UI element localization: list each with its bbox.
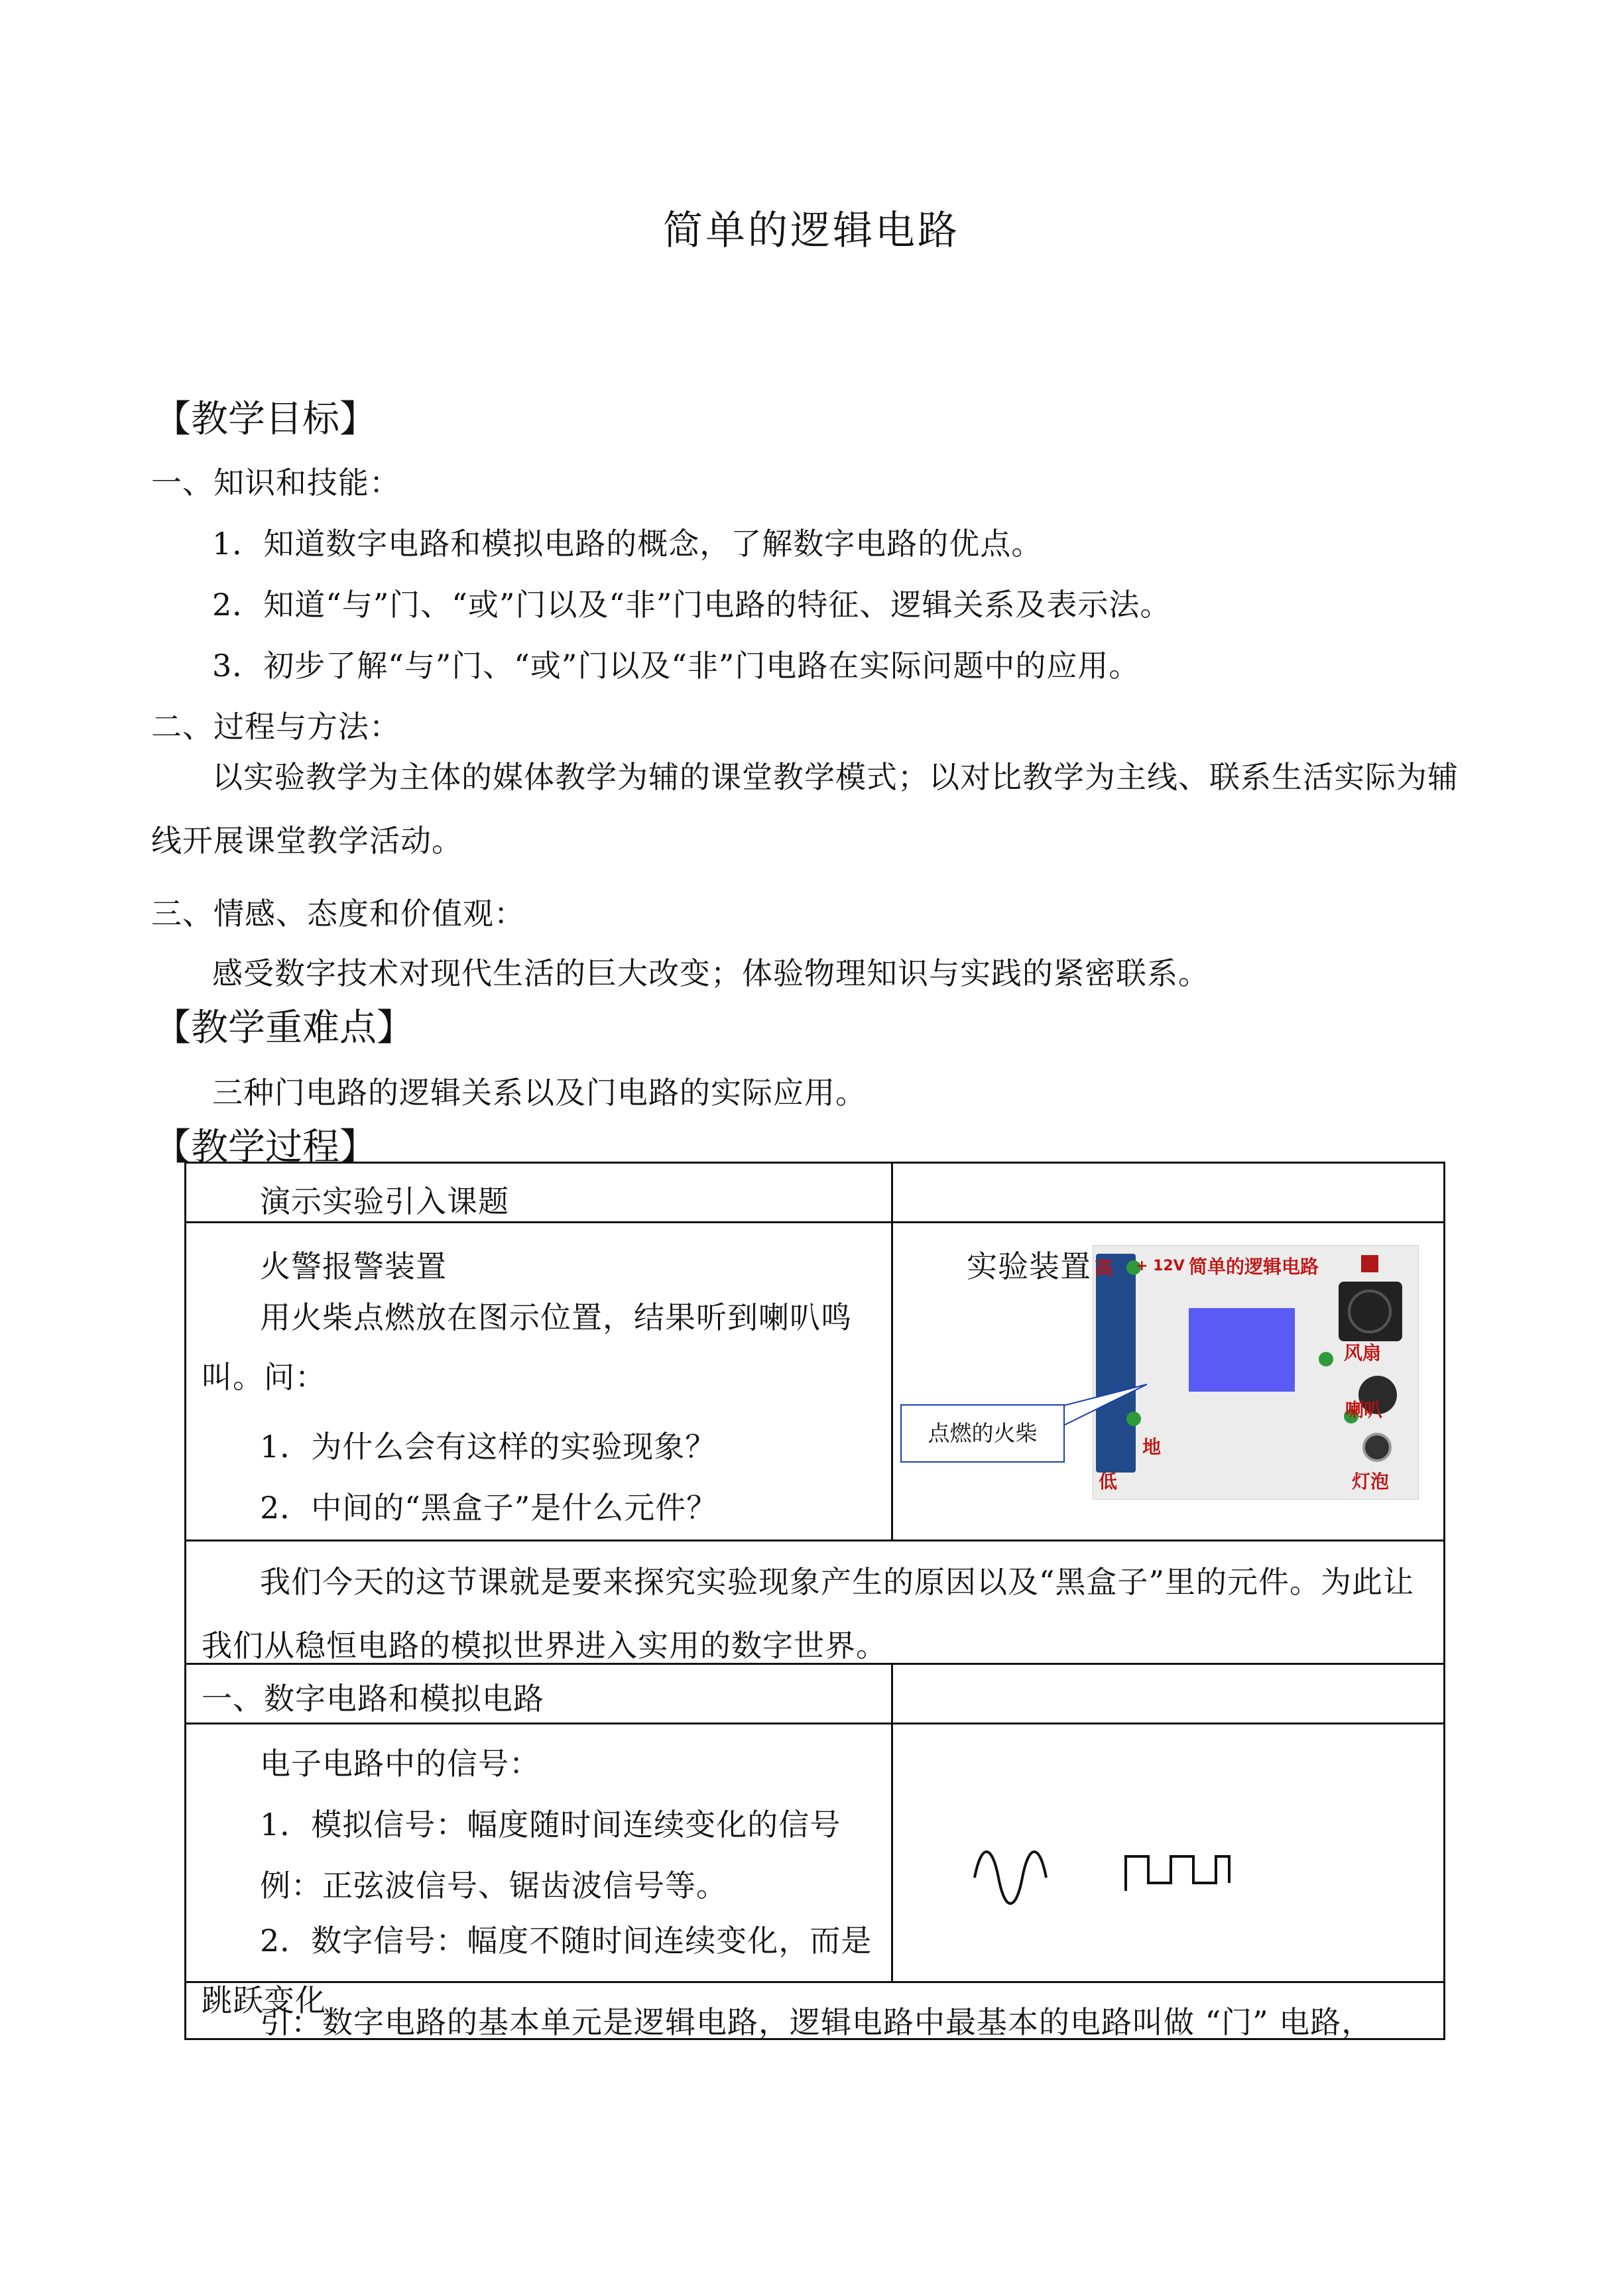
question-2: 2．中间的“黑盒子”是什么元件？ [260,1490,718,1526]
photo-label-bulb: 灯泡 [1352,1471,1390,1492]
emotion-text: 感受数字技术对现代生活的巨大改变；体验物理知识与实践的紧密联系。 [212,955,1209,991]
black-box [1189,1308,1295,1392]
analog-signal-def: 1．模拟信号：幅度随时间连续变化的信号 [260,1807,841,1843]
table-rule [184,1221,1445,1223]
apparatus-photo [1093,1245,1419,1500]
section-digital-analog: 一、数字电路和模拟电路 [202,1681,544,1717]
signal-heading: 电子电路中的信号： [260,1746,540,1782]
row1-left: 演示实验引入课题 [260,1183,509,1219]
knowledge-item-2: 2．知道“与”门、“或”门以及“非”门电路的特征、逻辑关系及表示法。 [212,587,1172,623]
emotion-heading: 三、情感、态度和价值观： [151,896,525,932]
photo-label-title: 简单的逻辑电路 [1189,1256,1319,1278]
analog-signal-example: 例：正弦波信号、锯齿波信号等。 [260,1868,727,1903]
difficulty-text: 三种门电路的逻辑关系以及门电路的实际应用。 [212,1075,867,1111]
knowledge-item-3: 3．初步了解“与”门、“或”门以及“非”门电路在实际问题中的应用。 [212,648,1140,684]
photo-label-ground: 地 [1142,1436,1162,1458]
photo-label-high: 高 [1095,1257,1114,1279]
page-title: 简单的逻辑电路 [663,208,960,254]
gate-intro: 引：数字电路的基本单元是逻辑电路，逻辑电路中最基本的电路叫做 “门” 电路， [260,2004,1373,2040]
callout-pointer [1061,1379,1167,1432]
difficulty-heading: 【教学重难点】 [154,1006,414,1050]
process-text: 以实验教学为主体的媒体教学为辅的课堂教学模式；以对比教学为主线、联系生活实际为辅线开展课堂教学活动。 [151,759,1459,859]
photo-label-low: 低 [1099,1471,1118,1492]
question-1: 1．为什么会有这样的实验现象？ [260,1429,717,1465]
sine-wave-icon [972,1843,1052,1909]
fan-icon [1339,1282,1402,1341]
fire-alarm-desc: 用火柴点燃放在图示位置，结果听到喇叭鸣叫。问： [202,1299,852,1395]
digital-signal-def: 2．数字信号：幅度不随时间连续变化，而是跳跃变化 [202,1923,872,2018]
table-rule [184,1540,1445,1541]
square-wave-icon [1122,1850,1234,1896]
table-divider [891,1663,893,1982]
knowledge-heading: 一、知识和技能： [151,465,400,501]
apparatus-label: 实验装置 [967,1248,1091,1284]
indicator-light [1361,1255,1378,1272]
match-callout: 点燃的火柴 [900,1404,1065,1463]
bulb-icon [1362,1433,1392,1462]
table-rule [184,1722,1445,1724]
photo-label-speaker: 喇叭 [1345,1399,1383,1421]
knowledge-item-1: 1．知道数字电路和模拟电路的概念，了解数字电路的优点。 [212,526,1043,562]
photo-label-fan: 风扇 [1344,1342,1382,1364]
intro-paragraph: 我们今天的这节课就是要来探究实验现象产生的原因以及“黑盒子”里的元件。为此让我们从稳恒电路的模拟世界进入实用的数字世界。 [202,1564,1415,1663]
goals-heading: 【教学目标】 [154,398,377,441]
table-divider [891,1162,893,1541]
photo-label-voltage: + 12V [1136,1258,1185,1274]
procedure-heading: 【教学过程】 [154,1126,377,1169]
fire-alarm-title: 火警报警装置 [260,1248,447,1284]
circuit-board [1096,1254,1136,1473]
terminal-dot [1319,1352,1333,1366]
process-heading: 二、过程与方法： [151,709,400,745]
